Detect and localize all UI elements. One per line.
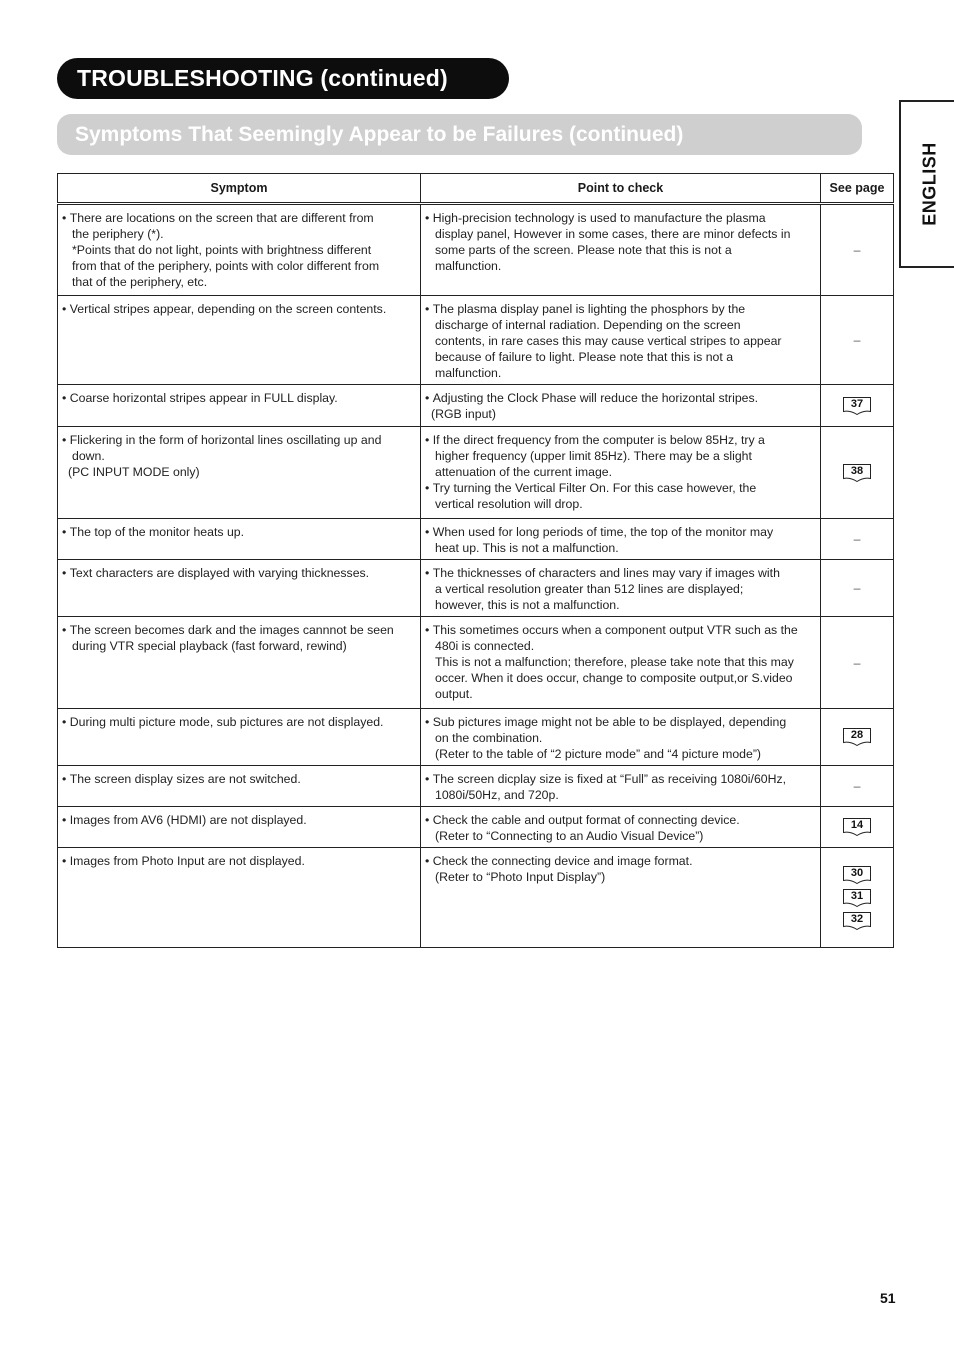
bullet-line: • If the direct frequency from the computer is below 85Hz, try a (425, 432, 816, 448)
text-line: 1080i/50Hz, and 720p. (435, 788, 559, 802)
page-reference-number: 38 (850, 464, 864, 477)
bullet-line: • During multi picture mode, sub pictures are not displayed. (62, 714, 416, 730)
page-reference-number: 30 (850, 866, 864, 879)
see-page-cell (821, 385, 894, 427)
point-to-check-cell (421, 848, 821, 948)
text-line: malfunction. (435, 366, 502, 380)
text-line: (RGB input) (431, 407, 496, 421)
bullet-line: • The thicknesses of characters and lines may vary if images with (425, 565, 816, 581)
bullet-line: • The screen dicplay size is fixed at “Full” as receiving 1080i/60Hz, (425, 771, 816, 787)
text-line: the periphery (*). (72, 227, 164, 241)
point-to-check-cell (421, 385, 821, 427)
column-header-see-page: See page (821, 174, 894, 204)
text-line: some parts of the screen. Please note that this is not a (435, 243, 732, 257)
table-row (58, 427, 894, 519)
bullet-line: • The top of the monitor heats up. (62, 524, 416, 540)
bullet-line: • Check the cable and output format of connecting device. (425, 812, 816, 828)
page-reference-number: 14 (850, 819, 864, 831)
symptom-cell (58, 519, 421, 560)
column-header-point-to-check: Point to check (421, 174, 821, 204)
symptom-cell (58, 560, 421, 617)
text-line: *Points that do not light, points with brightness different (72, 243, 372, 257)
text-line: however, this is not a malfunction. (435, 598, 620, 612)
see-page-cell (821, 766, 894, 807)
text-line: malfunction. (435, 259, 502, 273)
symptom-cell (58, 848, 421, 948)
text-line: higher frequency (upper limit 85Hz). There may be a slight (435, 449, 752, 463)
see-page-cell (821, 617, 894, 709)
no-page-dash: – (853, 333, 861, 347)
point-to-check-cell (421, 807, 821, 848)
text-line: (Reter to the table of “2 picture mode” and “4 picture mode”) (435, 747, 762, 761)
text-line: on the combination. (435, 731, 543, 745)
bullet-line: • The plasma display panel is lighting the phosphors by the (425, 301, 816, 317)
text-line: heat up. This is not a malfunction. (435, 541, 619, 555)
page-reference-number: 31 (850, 889, 864, 902)
table-row (58, 560, 894, 617)
table-row (58, 296, 894, 385)
table-row (58, 709, 894, 766)
no-page-dash: – (853, 532, 861, 546)
page-reference-icon[interactable] (842, 727, 872, 747)
point-to-check-cell (421, 204, 821, 296)
bullet-line: • Check the connecting device and image format. (425, 853, 816, 869)
text-line: because of failure to light. Please note that this is not a (435, 350, 734, 364)
see-page-cell (821, 848, 894, 948)
text-line: that of the periphery, etc. (72, 275, 208, 289)
table-header-row (58, 174, 894, 204)
bullet-line: • The screen display sizes are not switched. (62, 771, 416, 787)
symptom-cell (58, 204, 421, 296)
symptom-cell (58, 617, 421, 709)
text-line: (Reter to “Connecting to an Audio Visual Device”) (435, 829, 704, 843)
bullet-line: • Sub pictures image might not be able to be displayed, depending (425, 714, 816, 730)
page-reference-icon[interactable] (842, 865, 872, 885)
text-line: (Reter to “Photo Input Display”) (435, 870, 606, 884)
bullet-line: • Vertical stripes appear, depending on the screen contents. (62, 301, 416, 317)
bullet-line: • Images from Photo Input are not displayed. (62, 853, 416, 869)
table-row (58, 519, 894, 560)
text-line: (PC INPUT MODE only) (68, 465, 200, 479)
text-line: a vertical resolution greater than 512 lines are displayed; (435, 582, 744, 596)
table-row (58, 385, 894, 427)
text-line: discharge of internal radiation. Depending on the screen (435, 318, 741, 332)
point-to-check-cell (421, 766, 821, 807)
symptom-cell (58, 296, 421, 385)
page-number: 51 (880, 1290, 896, 1306)
language-tab (899, 100, 954, 268)
text-line: occer. When it does occur, change to composite output,or S.video (435, 671, 793, 685)
text-line: output. (435, 687, 473, 701)
bullet-line: • Coarse horizontal stripes appear in FULL display. (62, 390, 416, 406)
bullet-line: • This sometimes occurs when a component output VTR such as the (425, 622, 816, 638)
text-line: down. (72, 449, 105, 463)
see-page-cell (821, 519, 894, 560)
table-row (58, 848, 894, 948)
page-reference-number: 28 (850, 729, 864, 741)
column-header-symptom: Symptom (58, 174, 421, 204)
table-row (58, 807, 894, 848)
bullet-line: • The screen becomes dark and the images cannnot be seen (62, 622, 416, 638)
bullet-line: • Text characters are displayed with varying thicknesses. (62, 565, 416, 581)
symptom-cell (58, 766, 421, 807)
symptom-cell (58, 807, 421, 848)
point-to-check-cell (421, 427, 821, 519)
text-line: contents, in rare cases this may cause vertical stripes to appear (435, 334, 782, 348)
text-line: 480i is connected. (435, 639, 535, 653)
point-to-check-cell (421, 617, 821, 709)
text-line: vertical resolution will drop. (435, 497, 583, 511)
table-row (58, 204, 894, 296)
point-to-check-cell (421, 560, 821, 617)
point-to-check-cell (421, 709, 821, 766)
bullet-line: • Flickering in the form of horizontal lines oscillating up and (62, 432, 416, 448)
see-page-cell (821, 709, 894, 766)
see-page-cell (821, 560, 894, 617)
see-page-cell (821, 807, 894, 848)
bullet-line: • When used for long periods of time, the top of the monitor may (425, 524, 816, 540)
bullet-line: • Adjusting the Clock Phase will reduce the horizontal stripes. (425, 390, 816, 406)
page-reference-number: 37 (850, 397, 864, 410)
troubleshooting-table (57, 173, 894, 948)
no-page-dash: – (853, 779, 861, 793)
symptom-cell (58, 709, 421, 766)
table-row (58, 766, 894, 807)
bullet-line: • Try turning the Vertical Filter On. For this case however, the (425, 480, 816, 496)
page-reference-number: 32 (850, 912, 864, 925)
page-reference-icon[interactable] (842, 888, 872, 908)
see-page-cell (821, 204, 894, 296)
text-line: attenuation of the current image. (435, 465, 613, 479)
page-reference-icon[interactable] (842, 911, 872, 931)
section-title: TROUBLESHOOTING (continued) (57, 58, 509, 99)
page-reference-icon[interactable] (842, 463, 872, 483)
bullet-line: • Images from AV6 (HDMI) are not displayed. (62, 812, 416, 828)
text-line: during VTR special playback (fast forward, rewind) (72, 639, 347, 653)
text-line: display panel, However in some cases, there are minor defects in (435, 227, 791, 241)
page-reference-icon[interactable] (842, 817, 872, 837)
see-page-cell (821, 296, 894, 385)
bullet-line: • There are locations on the screen that are different from (62, 210, 416, 226)
symptom-cell (58, 385, 421, 427)
no-page-dash: – (853, 581, 861, 595)
point-to-check-cell (421, 519, 821, 560)
language-tab-label: ENGLISH (919, 142, 940, 226)
no-page-dash: – (853, 243, 861, 257)
symptom-cell (58, 427, 421, 519)
table-row (58, 617, 894, 709)
bullet-line: • High-precision technology is used to manufacture the plasma (425, 210, 816, 226)
point-to-check-cell (421, 296, 821, 385)
section-subtitle: Symptoms That Seemingly Appear to be Failures (continued) (57, 114, 862, 155)
no-page-dash: – (853, 655, 861, 670)
page-reference-icon[interactable] (842, 396, 872, 416)
text-line: from that of the periphery, points with color different from (72, 259, 380, 273)
see-page-cell (821, 427, 894, 519)
text-line: This is not a malfunction; therefore, please take note that this may (435, 655, 794, 669)
